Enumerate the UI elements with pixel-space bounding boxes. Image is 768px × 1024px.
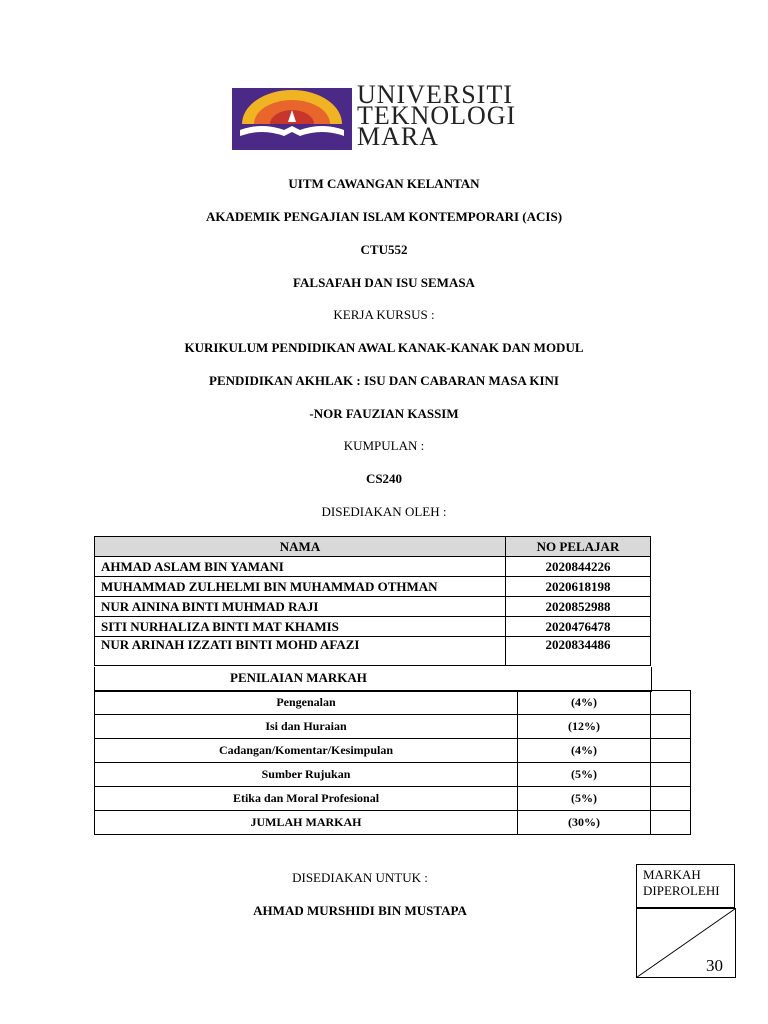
criterion-weight: (12%): [518, 715, 651, 739]
title-line-2: PENDIDIKAN AKHLAK : ISU DAN CABARAN MASA KINI: [209, 373, 559, 388]
campus-name: UITM CAWANGAN KELANTAN: [288, 176, 480, 191]
table-row: [95, 637, 651, 666]
table-row: [95, 787, 691, 811]
assessment-title-box: [94, 667, 652, 692]
group-code: CS240: [365, 471, 403, 486]
marks-label-line-1: MARKAH: [643, 867, 701, 882]
criterion-weight: (5%): [518, 763, 651, 787]
criterion-score-cell: [651, 715, 691, 739]
table-row: [95, 577, 651, 597]
student-name: NUR ARINAH IZZATI BINTI MOHD AFAZI: [95, 637, 506, 666]
criterion-label: Pengenalan: [95, 691, 518, 715]
marks-obtained-label: [636, 864, 735, 908]
criterion-score-cell: [651, 691, 691, 715]
column-header-name: NAMA: [95, 537, 506, 557]
table-row: [95, 597, 651, 617]
criterion-label: Isi dan Huraian: [95, 715, 518, 739]
prepared-for-label: DISEDIAKAN UNTUK :: [292, 870, 428, 885]
table-row: [95, 811, 691, 835]
course-name: FALSAFAH DAN ISU SEMASA: [293, 275, 475, 290]
student-id: 2020834486: [506, 637, 651, 666]
table-row: [95, 617, 651, 637]
criterion-weight: (4%): [518, 739, 651, 763]
students-table: [94, 536, 651, 666]
marks-label-line-2: DIPEROLEHI: [643, 883, 720, 898]
academy-name: AKADEMIK PENGAJIAN ISLAM KONTEMPORARI (ACIS): [205, 209, 563, 224]
students-header-row: [95, 537, 651, 557]
university-wordmark: [357, 80, 517, 151]
student-name: AHMAD ASLAM BIN YAMANI: [95, 557, 506, 577]
total-label: JUMLAH MARKAH: [95, 811, 518, 835]
author-name: -NOR FAUZIAN KASSIM: [309, 406, 459, 421]
table-row: [95, 739, 691, 763]
criterion-score-cell: [651, 739, 691, 763]
criterion-score-cell: [651, 763, 691, 787]
criterion-label: Cadangan/Komentar/Kesimpulan: [95, 739, 518, 763]
table-row: [95, 763, 691, 787]
criterion-label: Sumber Rujukan: [95, 763, 518, 787]
total-score-cell: [651, 811, 691, 835]
table-row: [95, 557, 651, 577]
prepared-by-label: DISEDIAKAN OLEH :: [321, 504, 447, 519]
total-weight: (30%): [518, 811, 651, 835]
criterion-score-cell: [651, 787, 691, 811]
student-id: 2020852988: [506, 597, 651, 617]
logo-line-3: MARA: [357, 122, 440, 151]
column-header-id: NO PELAJAR: [506, 537, 651, 557]
table-row: [95, 715, 691, 739]
criterion-weight: (4%): [518, 691, 651, 715]
student-id: 2020476478: [506, 617, 651, 637]
title-line-1: KURIKULUM PENDIDIKAN AWAL KANAK-KANAK DAN MODUL: [184, 340, 584, 355]
student-name: MUHAMMAD ZULHELMI BIN MUHAMMAD OTHMAN: [95, 577, 506, 597]
student-id: 2020844226: [506, 557, 651, 577]
student-id: 2020618198: [506, 577, 651, 597]
table-row: [95, 691, 691, 715]
assessment-title: PENILAIAN MARKAH: [230, 670, 367, 685]
criterion-label: Etika dan Moral Profesional: [95, 787, 518, 811]
group-label: KUMPULAN :: [343, 438, 425, 453]
course-code: CTU552: [360, 242, 408, 257]
marks-score: 30: [706, 956, 723, 975]
student-name: SITI NURHALIZA BINTI MAT KHAMIS: [95, 617, 506, 637]
logo-line-2: TEKNOLOGI: [357, 101, 517, 130]
logo-line-1: UNIVERSITI: [357, 80, 513, 109]
coursework-label: KERJA KURSUS :: [333, 307, 435, 322]
lecturer-name: AHMAD MURSHIDI BIN MUSTAPA: [253, 903, 467, 918]
criterion-weight: (5%): [518, 787, 651, 811]
assessment-table: [94, 690, 691, 835]
student-name: NUR AININA BINTI MUHMAD RAJI: [95, 597, 506, 617]
